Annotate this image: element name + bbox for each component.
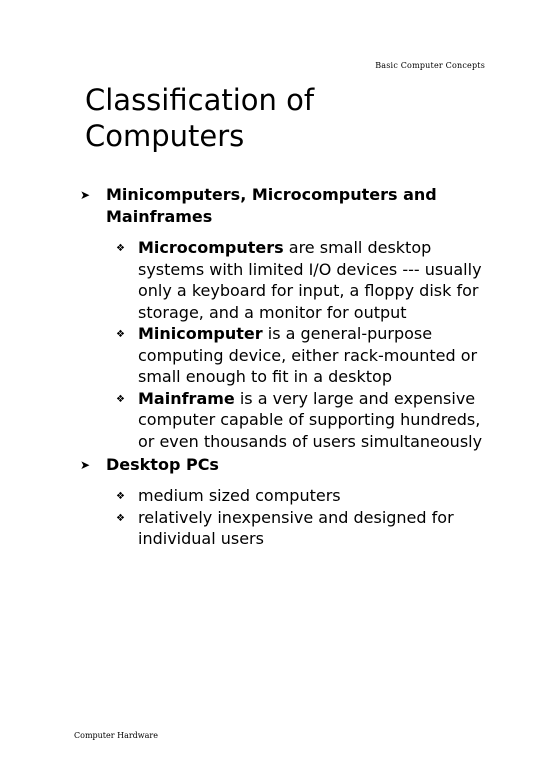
bullet-text: is a very large and expensive computer capable of supporting hundreds, or even thousands of users simultaneously [138,388,483,451]
diamond-bullet-icon: ❖ [116,393,125,405]
section-desktop-pcs [80,454,500,476]
page-footer: Computer Hardware [74,731,158,740]
arrow-bullet-icon: ➤ [80,458,91,472]
bullet-term: Minicomputer [138,324,263,343]
list-item [80,323,500,388]
list-item [80,388,500,453]
bullet-term: Mainframe [138,388,235,408]
section-heading: Minicomputers, Microcomputers and Mainframes [106,185,437,226]
bullet-text: are small desktop systems with limited I/O devices --- usually only a keyboard for input, a floppy disk for storage, and a monitor for output [138,238,482,322]
bullet-term: Microcomputers [138,238,284,257]
diamond-bullet-icon: ❖ [116,329,125,340]
diamond-bullet-icon: ❖ [116,243,125,254]
arrow-bullet-icon: ➤ [80,188,91,202]
diamond-bullet-icon: ❖ [116,491,125,502]
slide-title: Classification of Computers [85,83,315,153]
list-item [80,485,500,507]
section-heading: Desktop PCs [106,455,219,474]
page-header: Basic Computer Concepts [375,61,485,70]
slide-content [80,184,500,550]
bullet-list [80,237,500,452]
bullet-text: is a general-purpose computing device, either rack-mounted or small enough to fit in a desktop [138,324,478,386]
bullet-text: relatively inexpensive and designed for individual users [138,507,454,548]
list-item [80,507,500,550]
diamond-bullet-icon: ❖ [116,512,125,524]
section-minicomputers [80,184,500,228]
list-item [80,237,500,323]
bullet-text: medium sized computers [138,486,341,505]
bullet-list [80,485,500,550]
